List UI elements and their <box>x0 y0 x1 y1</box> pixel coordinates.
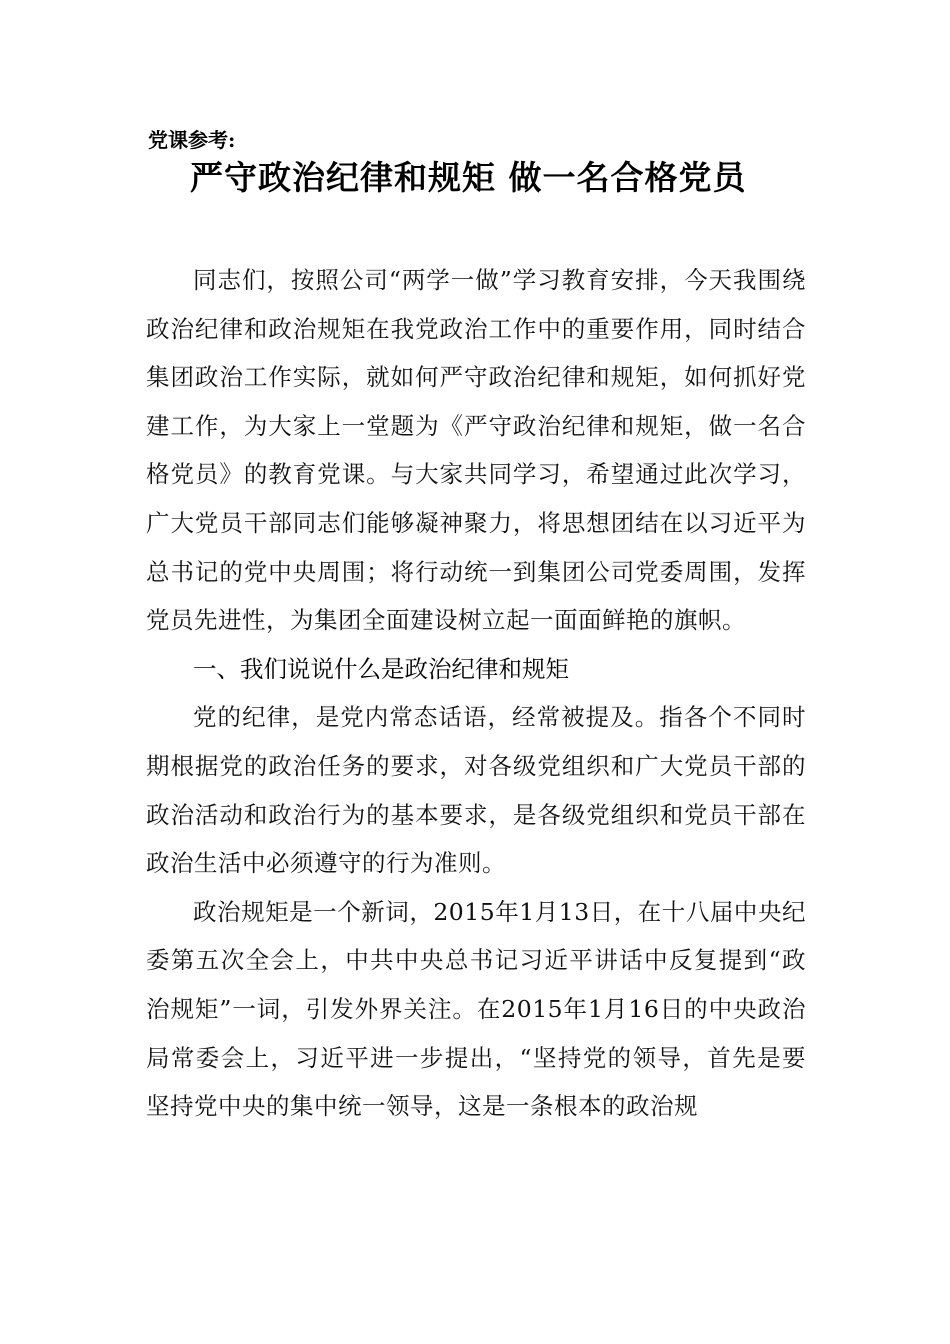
intro-paragraph: 同志们，按照公司“两学一做”学习教育安排，今天我围绕政治纪律和政治规矩在我党政治工作中的重要作用，同时结合集团政治工作实际，就如何严守政治纪律和规矩，如何抓好党建工作，为大家上一堂题为《严守政治纪律和规矩，做一名合格党员》的教育党课。与大家共同学习，希望通过此次学习，广大党员干部同志们能够凝神聚力，将思想团结在以习近平为总书记的党中央周围；将行动统一到集团公司党委周围，发挥党员先进性，为集团全面建设树立起一面面鲜艳的旗帜。 <box>146 266 806 635</box>
document-title: 严守政治纪律和规矩 做一名合格党员 <box>190 158 747 197</box>
document-label: 党课参考: <box>148 128 236 152</box>
discipline-paragraph: 党的纪律，是党内常态话语，经常被提及。指各个不同时期根据党的政治任务的要求，对各级党组织和广大党员干部的政治活动和政治行为的基本要求，是各级党组织和党员干部在政治生活中必须遵守的行为准则。 <box>146 703 806 878</box>
section-heading: 一、我们说说什么是政治纪律和规矩 <box>193 654 569 683</box>
document-body <box>146 256 806 1131</box>
rules-paragraph: 政治规矩是一个新词，2015年1月13日，在十八届中央纪委第五次全会上，中共中央总书记习近平讲话中反复提到“政治规矩”一词，引发外界关注。在2015年1月16日的中央政治局常委会上，习近平进一步提出，“坚持党的领导，首先是要坚持党中央的集中统一领导，这是一条根本的政治规 <box>146 897 806 1121</box>
